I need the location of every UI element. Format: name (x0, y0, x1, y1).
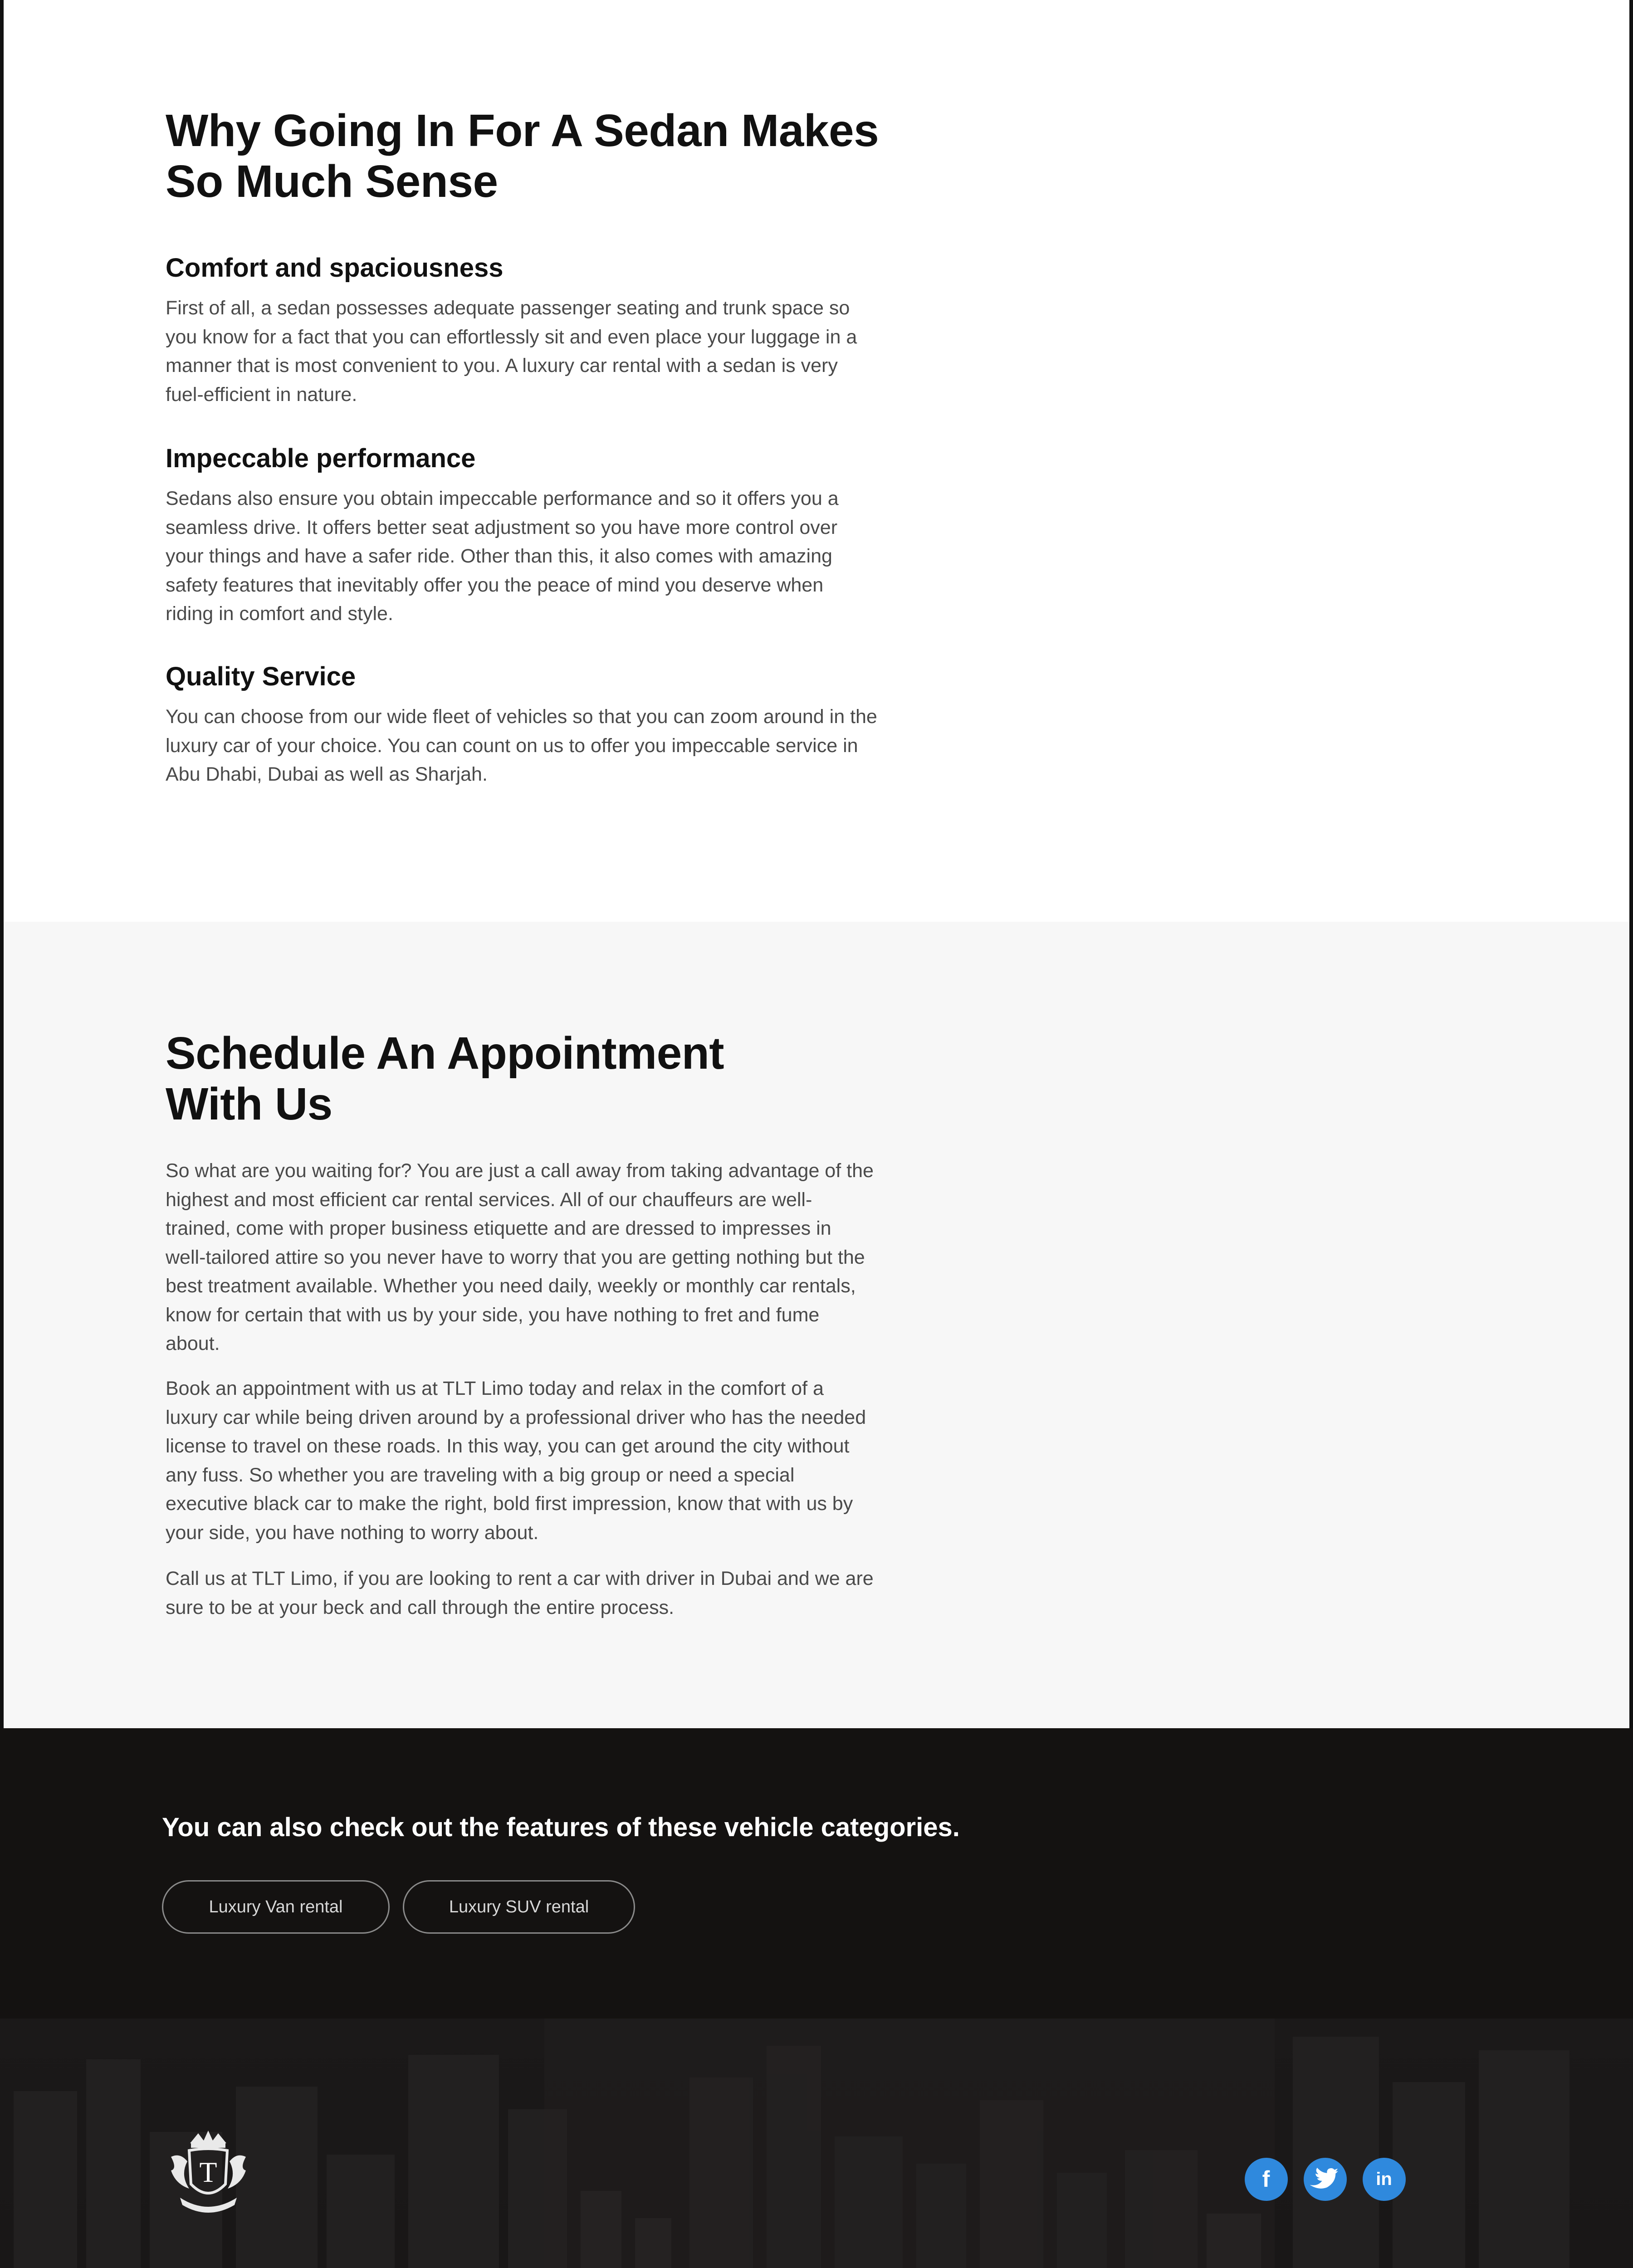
appointment-line: your side, you have nothing to worry about. (166, 1521, 539, 1544)
quality-title: Quality Service (166, 662, 356, 691)
appointment-line: license to travel on these roads. In this way, you can get around the city without (166, 1435, 850, 1457)
appointment-line: about. (166, 1333, 220, 1354)
performance-line: seamless drive. It offers better seat adjustment so you have more control over (166, 516, 838, 538)
luxury-van-rental-button[interactable]: Luxury Van rental (162, 1880, 390, 1934)
performance-line: Sedans also ensure you obtain impeccable performance and so it offers you a (166, 488, 839, 509)
appointment-line: luxury car while being driven around by a professional driver who has the needed (166, 1406, 866, 1428)
performance-line: safety features that inevitably offer you the peace of mind you deserve when (166, 574, 824, 596)
comfort-block (166, 252, 919, 409)
facebook-icon[interactable] (1245, 2158, 1288, 2201)
appointment-paragraph-2 (166, 1374, 919, 1547)
appointment-heading (166, 1028, 919, 1129)
vehicle-categories-section (0, 1728, 1633, 2019)
comfort-line: you know for a fact that you can effortlessly sit and even place your luggage in a (166, 326, 857, 348)
appointment-line: sure to be at your beck and call through the entire process. (166, 1596, 675, 1618)
categories-title: You can also check out the features of these vehicle categories. (162, 1813, 960, 1842)
svg-text:in: in (1376, 2169, 1392, 2189)
appointment-line: highest and most efficient car rental services. All of our chauffeurs are well- (166, 1188, 812, 1211)
appointment-line: know for certain that with us by your side, you have nothing to fret and fume (166, 1304, 820, 1326)
appointment-paragraph-3 (166, 1564, 919, 1622)
appointment-line: Call us at TLT Limo, if you are looking to rent a car with driver in Dubai and we are (166, 1568, 874, 1589)
performance-title: Impeccable performance (166, 444, 476, 473)
appointment-line: well-tailored attire so you never have to worry that you are getting nothing but the (166, 1246, 865, 1268)
appointment-section (0, 922, 1633, 1728)
sedan-heading (166, 105, 919, 207)
quality-line: Abu Dhabi, Dubai as well as Sharjah. (166, 763, 488, 785)
appointment-paragraph-1 (166, 1157, 919, 1359)
comfort-title: Comfort and spaciousness (166, 253, 504, 283)
appointment-line: any fuss. So whether you are traveling with a big group or need a special (166, 1464, 795, 1486)
appointment-heading-line2: With Us (166, 1079, 332, 1129)
appointment-line: trained, come with proper business etiquette and are dressed to impresses in (166, 1217, 831, 1239)
comfort-line: fuel-efficient in nature. (166, 383, 357, 406)
svg-text:f: f (1262, 2166, 1270, 2192)
appointment-line: executive black car to make the right, bold first impression, know that with us by (166, 1493, 853, 1515)
performance-line: riding in comfort and style. (166, 603, 393, 625)
twitter-icon[interactable] (1304, 2158, 1347, 2201)
performance-block (166, 443, 919, 629)
appointment-line: So what are you waiting for? You are just a call away from taking advantage of the (166, 1160, 874, 1182)
quality-block (166, 661, 919, 789)
appointment-heading-line1: Schedule An Appointment (166, 1028, 724, 1079)
comfort-line: manner that is most convenient to you. A luxury car rental with a sedan is very (166, 355, 838, 376)
svg-text:T: T (199, 2156, 217, 2188)
luxury-suv-rental-button[interactable]: Luxury SUV rental (403, 1880, 635, 1934)
quality-line: You can choose from our wide fleet of vehicles so that you can zoom around in the (166, 706, 877, 728)
quality-line: luxury car of your choice. You can count on us to offer you impeccable service in (166, 734, 858, 757)
linkedin-icon[interactable] (1363, 2158, 1406, 2201)
performance-line: your things and have a safer ride. Other than this, it also comes with amazing (166, 545, 832, 567)
appointment-line: best treatment available. Whether you need daily, weekly or monthly car rentals, (166, 1275, 856, 1297)
appointment-line: Book an appointment with us at TLT Limo today and relax in the comfort of a (166, 1378, 824, 1399)
crest-logo-icon[interactable] (162, 2125, 255, 2218)
sedan-benefits-section (0, 0, 1633, 922)
comfort-line: First of all, a sedan possesses adequate passenger seating and trunk space so (166, 297, 850, 319)
sedan-heading-line1: Why Going In For A Sedan Makes (166, 105, 879, 156)
sedan-heading-line2: So Much Sense (166, 156, 498, 207)
